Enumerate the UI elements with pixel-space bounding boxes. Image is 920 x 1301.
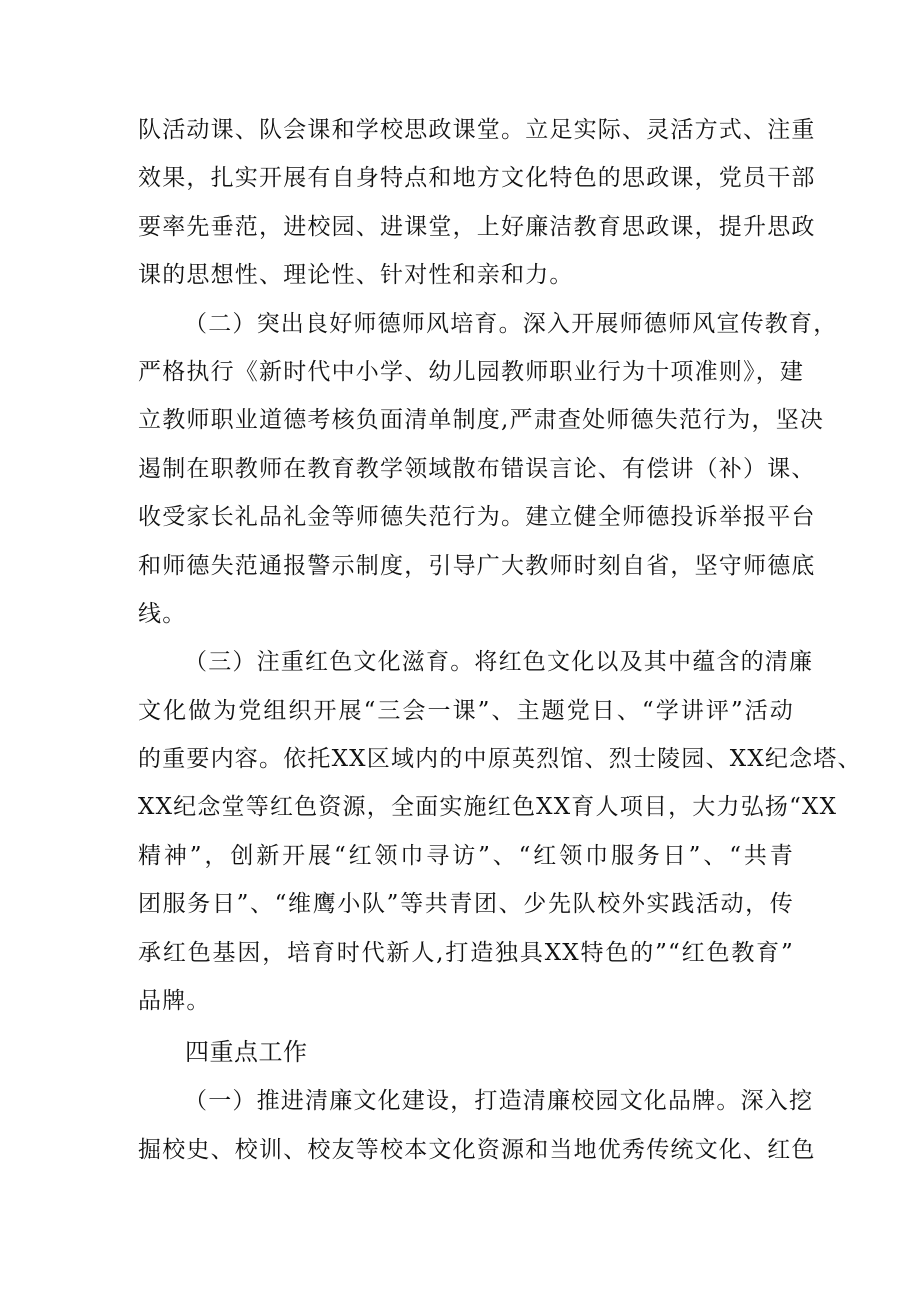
document-body	[138, 106, 862, 1174]
paragraph-line: 要率先垂范，进校园、进课堂，上好廉洁教育思政课，提升思政	[138, 213, 816, 240]
paragraph-line: 品牌。	[138, 988, 211, 1015]
paragraph-line: 遏制在职教师在教育教学领域散布错误言论、有偿讲（补）课、	[138, 455, 816, 482]
paragraph-line: XX纪念堂等红色资源，全面实施红色XX育人项目，大力弘扬“XX	[138, 794, 838, 821]
paragraph-line: 严格执行《新时代中小学、幼儿园教师职业行为十项准则》，建	[138, 358, 805, 385]
paragraph-line: （二）突出良好师德师风培育。深入开展师德师风宣传教育，	[184, 310, 838, 337]
paragraph-line: 收受家长礼品礼金等师德失范行为。建立健全师德投诉举报平台	[138, 504, 816, 531]
paragraph-line: 课的思想性、理论性、针对性和亲和力。	[138, 262, 574, 289]
paragraph-line: 效果，扎实开展有自身特点和地方文化特色的思政课，党员干部	[138, 165, 816, 192]
paragraph-line: 队活动课、队会课和学校思政课堂。立足实际、灵活方式、注重	[138, 117, 816, 143]
paragraph-line: （三）注重红色文化滋育。将红色文化以及其中蕴含的清廉	[184, 649, 814, 676]
paragraph-line: 精神”，创新开展“红领巾寻访”、“红领巾服务日”、“共青	[138, 842, 794, 869]
paragraph-line: 承红色基因，培育时代新人,打造独具XX特色的”“红色教育”	[138, 939, 794, 966]
paragraph-line: （一）推进清廉文化建设，打造清廉校园文化品牌。深入挖	[184, 1088, 814, 1115]
section-heading: 四重点工作	[185, 1038, 308, 1067]
paragraph-line: 的重要内容。依托XX区域内的中原英烈馆、烈士陵园、XX纪念塔、	[138, 746, 862, 773]
paragraph-line: 团服务日”、“维鹰小队”等共青团、少先队校外实践活动，传	[138, 891, 794, 918]
paragraph-line: 掘校史、校训、校友等校本文化资源和当地优秀传统文化、红色	[138, 1136, 816, 1163]
paragraph-line: 立教师职业道德考核负面清单制度,严肃查处师德失范行为，坚决	[138, 407, 825, 434]
paragraph-line: 文化做为党组织开展“三会一课”、主题党日、“学讲评”活动	[138, 697, 794, 724]
paragraph-line: 线。	[138, 600, 187, 627]
paragraph-line: 和师德失范通报警示制度，引导广大教师时刻自省，坚守师德底	[138, 552, 816, 579]
